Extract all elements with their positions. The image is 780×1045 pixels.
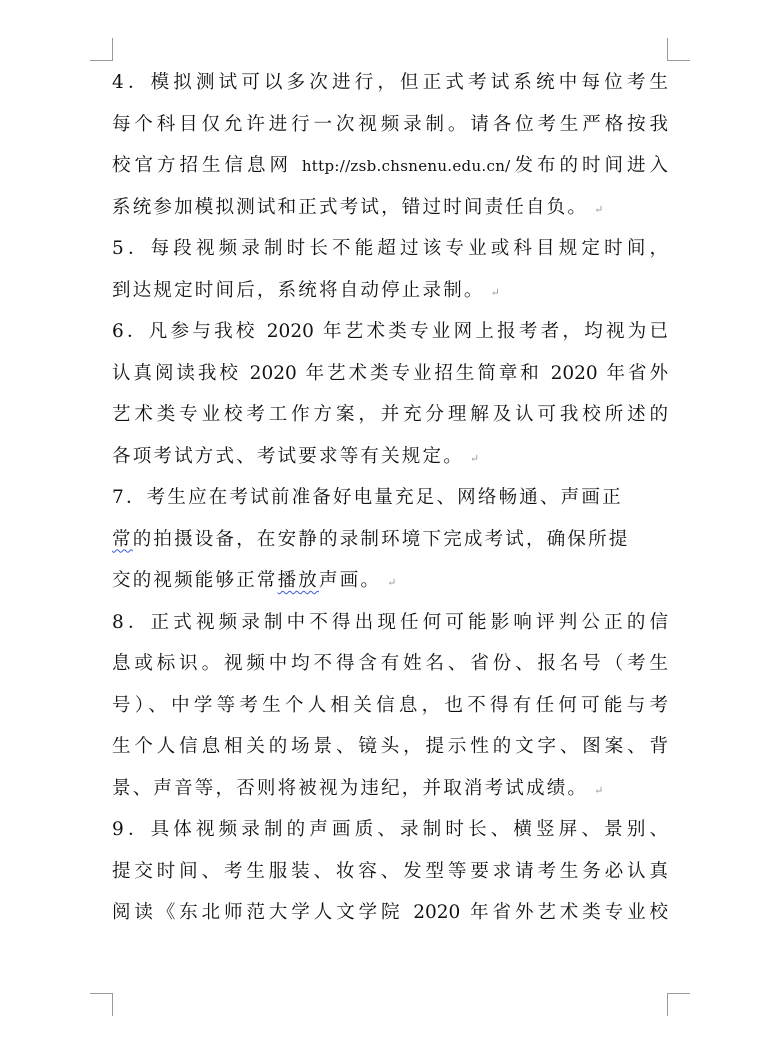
- text-line: [112, 187, 668, 229]
- text-line: 息或标识。视频中均不得含有姓名、省份、报名号（考生: [112, 653, 668, 674]
- page-corner-top-left: [90, 38, 113, 61]
- text-line: 8．正式视频录制中不得出现任何可能影响评判公正的信: [112, 611, 668, 633]
- text-line: 9．具体视频录制的声画质、录制时长、横竖屏、景别、: [112, 819, 668, 840]
- paragraph-mark-icon: ↵: [490, 285, 500, 299]
- paragraph-mark-icon: ↵: [594, 202, 604, 216]
- text-line: 生个人信息相关的场景、镜头，提示性的文字、图案、背: [112, 736, 668, 757]
- page-corner-bottom-right: [667, 993, 690, 1016]
- text-line: 阅读《东北师范大学人文学院 2020 年省外艺术类专业校: [112, 902, 668, 923]
- paragraph-7: [112, 477, 668, 602]
- text-line: [112, 145, 668, 187]
- text-span: 7．考生应在考试前准备好电量充足、网络畅通、声画正: [112, 487, 623, 508]
- text-line: 6．凡参与我校 2020 年艺术类专业网上报考者，均视为已: [112, 321, 668, 342]
- text-span: 的拍摄设备，在安静的录制环境下完成考试，确保所提: [132, 528, 630, 550]
- text-span: 声画。: [319, 570, 382, 591]
- paragraph-4: [112, 62, 668, 228]
- paragraph-6: [112, 311, 668, 477]
- text-line: [112, 519, 668, 561]
- text-line: 号）、中学等考生个人相关信息，也不得有任何可能与考: [112, 694, 668, 716]
- paragraph-8: [112, 602, 668, 810]
- paragraph-mark-icon: ↵: [594, 783, 604, 797]
- paragraph-5: [112, 228, 668, 311]
- text-span: 交的视频能够正常: [112, 570, 278, 591]
- text-line: 每个科目仅允许进行一次视频录制。请各位考生严格按我: [112, 113, 668, 135]
- spellcheck-squiggle: 播放: [277, 570, 320, 591]
- text-span: 各项考试方式、考试要求等有关规定。: [112, 445, 464, 467]
- text-line: [112, 560, 668, 602]
- text-line: 提交时间、考生服装、妆容、发型等要求请考生务必认真: [112, 860, 668, 882]
- paragraph-9: [112, 809, 668, 934]
- page-body: [112, 62, 668, 934]
- text-line: 艺术类专业校考工作方案，并充分理解及认可我校所述的: [112, 404, 668, 425]
- text-line: [112, 768, 668, 810]
- text-span: 校官方招生信息网: [112, 155, 292, 176]
- page-corner-bottom-left: [90, 993, 113, 1016]
- text-span: 发布的时间进入: [510, 155, 668, 176]
- text-line: [112, 436, 668, 478]
- text-span: 景、声音等，否则将被视为违纪，并取消考试成绩。: [112, 777, 589, 799]
- text-span: 到达规定时间后，系统将自动停止录制。: [112, 279, 485, 301]
- text-span: 系统参加模拟测试和正式考试，错过时间责任自负。: [112, 196, 589, 218]
- paragraph-mark-icon: ↵: [469, 451, 480, 465]
- paragraph-mark-icon: ↵: [387, 576, 397, 589]
- website-url[interactable]: http://zsb.chsnenu.edu.cn/: [301, 157, 511, 175]
- text-line: 认真阅读我校 2020 年艺术类专业招生简章和 2020 年省外: [112, 362, 668, 384]
- text-line: 5．每段视频录制时长不能超过该专业或科目规定时间，: [112, 238, 668, 259]
- spellcheck-squiggle: 常: [112, 528, 133, 550]
- text-line: 4．模拟测试可以多次进行，但正式考试系统中每位考生: [112, 72, 668, 93]
- text-line: [112, 477, 668, 519]
- text-line: [112, 270, 668, 312]
- page-corner-top-right: [667, 38, 690, 61]
